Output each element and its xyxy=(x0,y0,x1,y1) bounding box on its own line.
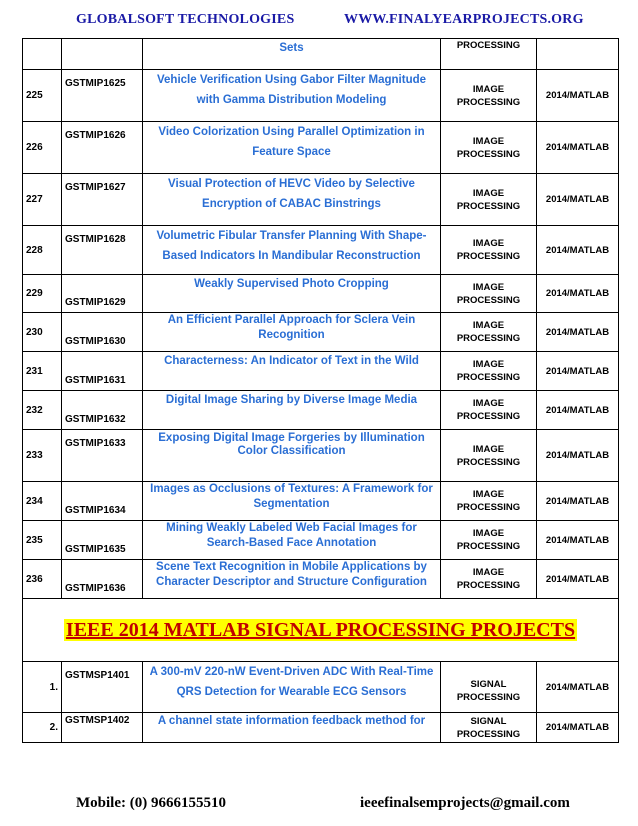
project-year: 2014/MATLAB xyxy=(545,722,610,733)
serial-number: 234 xyxy=(26,495,43,507)
table-row xyxy=(23,226,619,275)
table-row xyxy=(23,662,619,713)
serial-number: 226 xyxy=(26,142,43,153)
project-title: Visual Protection of HEVC Video by Selective Encryption of CABAC Binstrings xyxy=(168,178,415,210)
serial-number: 233 xyxy=(26,450,43,461)
project-code: GSTMIP1628 xyxy=(65,234,126,245)
table-row xyxy=(23,521,619,560)
project-code: GSTMIP1630 xyxy=(65,336,126,347)
table-row xyxy=(23,70,619,122)
project-year: 2014/MATLAB xyxy=(545,450,610,461)
serial-number: 1. xyxy=(49,681,58,693)
project-title: Volumetric Fibular Transfer Planning With Shape-Based Indicators In Mandibular Reconstruction xyxy=(156,230,427,262)
table-row xyxy=(23,275,619,313)
project-year: 2014/MATLAB xyxy=(545,573,610,585)
serial-number: 232 xyxy=(26,404,43,416)
serial-number: 231 xyxy=(26,365,43,377)
project-title: A 300-mV 220-nW Event-Driven ADC With Real-Time QRS Detection for Wearable ECG Sensors xyxy=(149,666,434,698)
table-row xyxy=(23,560,619,599)
serial-number: 230 xyxy=(26,326,43,338)
project-title: Video Colorization Using Parallel Optimization in Feature Space xyxy=(158,126,425,158)
serial-number: 227 xyxy=(26,194,43,205)
project-domain: IMAGE PROCESSING xyxy=(456,398,521,422)
project-year: 2014/MATLAB xyxy=(545,534,610,546)
project-code: GSTMIP1626 xyxy=(65,130,126,141)
section-header-row xyxy=(23,599,619,662)
project-domain: SIGNAL PROCESSING xyxy=(456,715,521,740)
table-row xyxy=(23,430,619,482)
table-row xyxy=(23,713,619,743)
project-code: GSTMIP1636 xyxy=(65,583,126,594)
project-domain: PROCESSING xyxy=(456,40,521,51)
project-title: Characterness: An Indicator of Text in the Wild xyxy=(164,355,419,367)
table-row xyxy=(23,174,619,226)
project-title: Weakly Supervised Photo Cropping xyxy=(194,278,389,290)
project-year: 2014/MATLAB xyxy=(545,365,610,377)
table-row xyxy=(23,482,619,521)
project-year: 2014/MATLAB xyxy=(545,194,610,205)
project-year: 2014/MATLAB xyxy=(545,495,610,507)
project-code: GSTMSP1402 xyxy=(65,715,130,726)
project-domain: IMAGE PROCESSING xyxy=(456,83,521,108)
website-url: WWW.FINALYEARPROJECTS.ORG xyxy=(344,12,584,27)
table-row xyxy=(23,391,619,430)
mobile-number: Mobile: (0) 9666155510 xyxy=(76,795,226,811)
project-code: GSTMIP1635 xyxy=(65,544,126,555)
project-title: Images as Occlusions of Textures: A Framework for Segmentation xyxy=(150,483,433,510)
serial-number: 2. xyxy=(49,722,58,733)
project-code: GSTMIP1631 xyxy=(65,375,126,386)
project-code: GSTMIP1634 xyxy=(65,505,126,516)
project-domain: IMAGE PROCESSING xyxy=(456,489,521,513)
serial-number: 228 xyxy=(26,244,43,256)
project-domain: IMAGE PROCESSING xyxy=(456,281,521,306)
email-address: ieeefinalsemprojects@gmail.com xyxy=(360,795,570,811)
project-title: Exposing Digital Image Forgeries by Illumination Color Classification xyxy=(158,432,425,457)
company-name: GLOBALSOFT TECHNOLOGIES xyxy=(76,12,295,27)
project-year: 2014/MATLAB xyxy=(545,142,610,153)
project-domain: IMAGE PROCESSING xyxy=(456,359,521,383)
project-code: GSTMIP1625 xyxy=(65,78,126,89)
project-domain: IMAGE PROCESSING xyxy=(456,135,521,160)
project-year: 2014/MATLAB xyxy=(545,244,610,256)
section-title: IEEE 2014 MATLAB SIGNAL PROCESSING PROJECTS xyxy=(65,618,576,641)
project-year: 2014/MATLAB xyxy=(545,681,610,693)
project-title: Scene Text Recognition in Mobile Applications by Character Descriptor and Structure Configuration xyxy=(156,561,427,588)
project-domain: IMAGE PROCESSING xyxy=(456,320,521,344)
project-code: GSTMIP1632 xyxy=(65,414,126,425)
project-code: GSTMIP1633 xyxy=(65,438,126,449)
projects-table xyxy=(22,38,619,743)
project-domain: IMAGE PROCESSING xyxy=(456,528,521,552)
project-domain: IMAGE PROCESSING xyxy=(456,567,521,591)
project-title: Digital Image Sharing by Diverse Image Media xyxy=(165,394,418,406)
project-code: GSTMIP1627 xyxy=(65,182,126,193)
project-title: Mining Weakly Labeled Web Facial Images for Search-Based Face Annotation xyxy=(166,522,417,549)
serial-number: 229 xyxy=(26,288,43,299)
project-title: A channel state information feedback method for xyxy=(157,715,426,727)
project-domain: IMAGE PROCESSING xyxy=(456,238,521,262)
table-row xyxy=(23,39,619,70)
project-title: Sets xyxy=(279,42,304,54)
project-year: 2014/MATLAB xyxy=(545,90,610,101)
serial-number: 235 xyxy=(26,534,43,546)
project-domain: IMAGE PROCESSING xyxy=(456,443,521,468)
project-domain: IMAGE PROCESSING xyxy=(456,187,521,212)
project-year: 2014/MATLAB xyxy=(545,404,610,416)
project-year: 2014/MATLAB xyxy=(545,288,610,299)
table-row xyxy=(23,122,619,174)
project-code: GSTMIP1629 xyxy=(65,297,126,308)
project-code: GSTMSP1401 xyxy=(65,670,130,681)
project-title: Vehicle Verification Using Gabor Filter Magnitude with Gamma Distribution Modeling xyxy=(156,74,427,106)
serial-number: 225 xyxy=(26,90,43,101)
project-title: An Efficient Parallel Approach for Sclera Vein Recognition xyxy=(167,314,416,341)
table-row xyxy=(23,352,619,391)
project-year: 2014/MATLAB xyxy=(545,326,610,338)
table-row xyxy=(23,313,619,352)
serial-number: 236 xyxy=(26,573,43,585)
project-domain: SIGNAL PROCESSING xyxy=(456,679,521,703)
